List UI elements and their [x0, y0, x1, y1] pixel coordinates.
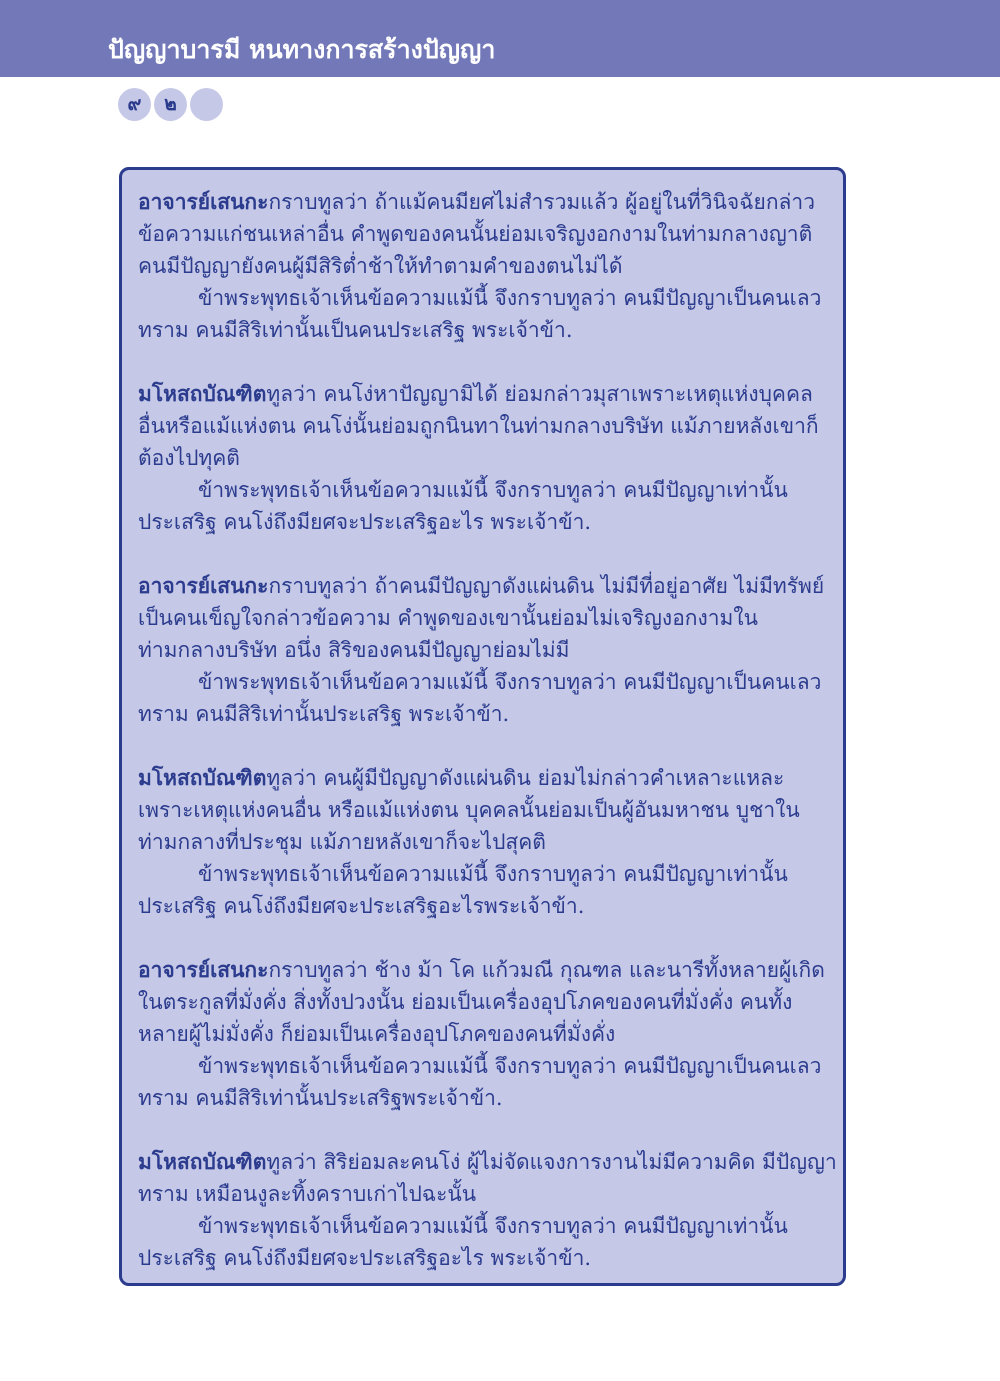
reply-text: ข้าพระพุทธเจ้าเห็นข้อความแม้นี้ จึงกราบทูลว่า คนมีปัญญาเป็นคนเลวทราม คนมีสิริเท่านั้นประเสริฐ พระเจ้าข้า. — [138, 670, 822, 726]
speech-text: ทูลว่า คนผู้มีปัญญาดังแผ่นดิน ย่อมไม่กล่าวคำเหลาะแหละเพราะเหตุแห่งคนอื่น หรือแม้แห่งตน บุคคลนั้นย่อมเป็นผู้อันมหาชน บูชาในท่ามกลางที่ประชุม แม้ภายหลังเขาก็จะไปสุคติ — [138, 766, 800, 854]
dialogue-paragraph — [138, 1146, 838, 1274]
page-header — [0, 0, 1000, 77]
dialogue-paragraph — [138, 954, 838, 1114]
book-title: ปัญญาบารมี หนทางการสร้างปัญญา — [108, 35, 496, 64]
speaker-name: อาจารย์เสนกะ — [138, 573, 269, 598]
speech-text: ทูลว่า คนโง่หาปัญญามิได้ ย่อมกล่าวมุสาเพราะเหตุแห่งบุคคลอื่นหรือแม้แห่งตน คนโง่นั้นย่อมถูกนินทาในท่ามกลางบริษัท แม้ภายหลังเขาก็ต้องไปทุคติ — [138, 382, 819, 470]
dialogue-paragraph — [138, 762, 838, 922]
dialogue-paragraph — [138, 186, 838, 346]
reply-text: ข้าพระพุทธเจ้าเห็นข้อความแม้นี้ จึงกราบทูลว่า คนมีปัญญาเท่านั้นประเสริฐ คนโง่ถึงมียศจะประเสริฐอะไร พระเจ้าข้า. — [138, 1214, 788, 1270]
dialogue-paragraph — [138, 378, 838, 538]
reply-text: ข้าพระพุทธเจ้าเห็นข้อความแม้นี้ จึงกราบทูลว่า คนมีปัญญาเป็นคนเลวทราม คนมีสิริเท่านั้นประเสริฐพระเจ้าข้า. — [138, 1054, 822, 1110]
page-number-digit: ๒ — [154, 88, 187, 121]
speech-text: กราบทูลว่า ถ้าคนมีปัญญาดังแผ่นดิน ไม่มีที่อยู่อาศัย ไม่มีทรัพย์ เป็นคนเข็ญใจกล่าวข้อความ คำพูดของเขานั้นย่อมไม่เจริญงอกงามในท่ามกลางบริษัท อนึ่ง สิริของคนมีปัญญาย่อมไม่มี — [138, 574, 825, 662]
speaker-name: มโหสถบัณฑิต — [138, 1149, 267, 1174]
dialogue-paragraph — [138, 570, 838, 730]
reply-text: ข้าพระพุทธเจ้าเห็นข้อความแม้นี้ จึงกราบทูลว่า คนมีปัญญาเท่านั้นประเสริฐ คนโง่ถึงมียศจะประเสริฐอะไร พระเจ้าข้า. — [138, 478, 788, 534]
speaker-name: มโหสถบัณฑิต — [138, 381, 267, 406]
page-number-digit: ๙ — [118, 88, 151, 121]
speech-text: กราบทูลว่า ช้าง ม้า โค แก้วมณี กุณฑล และนารีทั้งหลายผู้เกิดในตระกูลที่มั่งคั่ง สิ่งทั้งปวงนั้น ย่อมเป็นเครื่องอุปโภคของคนที่มั่งคั่ง คนทั้งหลายผู้ไม่มั่งคั่ง ก็ย่อมเป็นเครื่องอุปโภคของคนที่มั่งคั่ง — [138, 958, 825, 1046]
speaker-name: อาจารย์เสนกะ — [138, 957, 269, 982]
speaker-name: มโหสถบัณฑิต — [138, 765, 267, 790]
speech-text: กราบทูลว่า ถ้าแม้คนมียศไม่สำรวมแล้ว ผู้อยู่ในที่วินิจฉัยกล่าวข้อความแก่ชนเหล่าอื่น คำพูดของคนนั้นย่อมเจริญงอกงามในท่ามกลางญาติ คนมีปัญญายังคนผู้มีสิริต่ำช้าให้ทำตามคำของตนไม่ได้ — [138, 190, 815, 278]
reply-text: ข้าพระพุทธเจ้าเห็นข้อความแม้นี้ จึงกราบทูลว่า คนมีปัญญาเป็นคนเลวทราม คนมีสิริเท่านั้นเป็นคนประเสริฐ พระเจ้าข้า. — [138, 286, 822, 342]
page-number-digit — [190, 88, 223, 121]
speaker-name: อาจารย์เสนกะ — [138, 189, 269, 214]
reply-text: ข้าพระพุทธเจ้าเห็นข้อความแม้นี้ จึงกราบทูลว่า คนมีปัญญาเท่านั้นประเสริฐ คนโง่ถึงมียศจะประเสริฐอะไรพระเจ้าข้า. — [138, 862, 788, 918]
speech-text: ทูลว่า สิริย่อมละคนโง่ ผู้ไม่จัดแจงการงานไม่มีความคิด มีปัญญาทราม เหมือนงูละทิ้งคราบเก่าไปฉะนั้น — [138, 1150, 837, 1206]
